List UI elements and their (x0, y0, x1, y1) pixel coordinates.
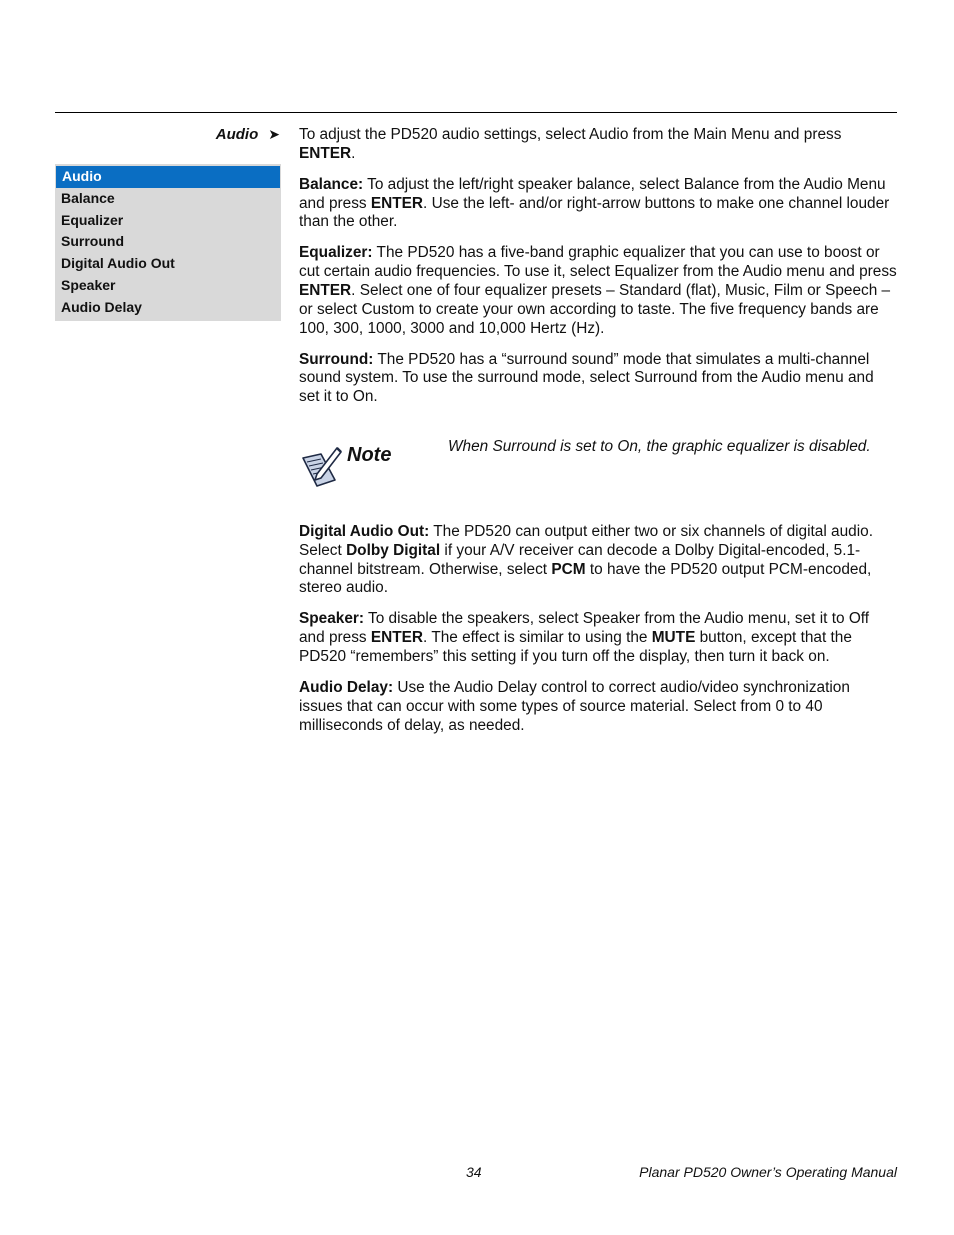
audio-delay-text: Use the Audio Delay control to correct audio/video synchronization issues that can occur with some types of source material. Select from 0 to 40 milliseconds of delay, as needed. (299, 678, 850, 734)
section-heading-label: Audio (215, 126, 259, 143)
menu-item-digital-audio-out[interactable]: Digital Audio Out (61, 255, 175, 272)
enter-key-label: ENTER (370, 629, 424, 647)
page-number: 34 (466, 1164, 482, 1180)
digital-audio-out-text: The PD520 can output either two or six channels of digital audio. Select (299, 523, 873, 559)
manual-title: Planar PD520 Owner’s Operating Manual (639, 1164, 897, 1180)
menu-item-audio[interactable]: Audio (56, 166, 280, 188)
pcm-label: PCM (551, 560, 586, 578)
digital-audio-out-text-end: to have the PD520 output PCM-encoded, stereo audio. (299, 560, 872, 597)
balance-text: To adjust the left/right speaker balance, select Balance from the Audio Menu and press (299, 175, 886, 212)
speaker-term: Speaker: (299, 610, 365, 628)
equalizer-paragraph (299, 244, 897, 338)
main-content-continued (299, 523, 897, 748)
note-pencil-icon (299, 444, 343, 490)
intro-text-end: . (351, 144, 356, 162)
note-text: When Surround is set to On, the graphic equalizer is disabled. (448, 438, 871, 455)
balance-term: Balance: (299, 175, 364, 193)
menu-item-equalizer[interactable]: Equalizer (61, 211, 124, 228)
equalizer-text: The PD520 has a five-band graphic equalizer that you can use to boost or cut certain audio frequencies. To use it, select Equalizer from the Audio menu and press (299, 244, 897, 281)
intro-paragraph (299, 126, 897, 164)
digital-audio-out-paragraph (299, 523, 897, 598)
enter-key-label: ENTER (299, 281, 352, 299)
mute-key-label: MUTE (651, 629, 696, 647)
menu-item-balance[interactable]: Balance (61, 189, 115, 206)
surround-text: The PD520 has a “surround sound” mode that simulates a multi-channel sound system. To use the surround mode, select Surround from the Audio menu and set it to On. (299, 350, 874, 406)
surround-paragraph (299, 351, 897, 407)
main-content (299, 126, 897, 419)
enter-key-label: ENTER (370, 194, 424, 212)
equalizer-text-end: . Select one of four equalizer presets – Standard (flat), Music, Film or Speech – or select Custom to create your own according to taste. The five frequency bands are 100, 300, 1000, 3000 and 10,000 Hertz (Hz). (299, 281, 891, 337)
digital-audio-out-term: Digital Audio Out: (299, 523, 430, 540)
balance-text-end: . Use the left- and/or right-arrow buttons to make one channel louder than the other. (299, 194, 890, 231)
note-box (299, 438, 897, 498)
audio-delay-paragraph (299, 679, 897, 735)
audio-delay-term: Audio Delay: (299, 678, 394, 696)
speaker-text-mid: . The effect is similar to using the (423, 629, 652, 647)
header-rule (55, 112, 897, 113)
arrow-right-icon: ➤ (268, 126, 280, 142)
audio-menu (55, 164, 281, 321)
speaker-text: To disable the speakers, select Speaker from the Audio menu, set it to Off and press (299, 610, 870, 647)
balance-paragraph (299, 176, 897, 232)
menu-item-speaker[interactable]: Speaker (61, 276, 116, 293)
equalizer-term: Equalizer: (299, 244, 373, 262)
menu-item-audio-delay[interactable]: Audio Delay (61, 298, 142, 315)
intro-text: To adjust the PD520 audio settings, select Audio from the Main Menu and press (299, 126, 842, 143)
speaker-paragraph (299, 610, 897, 666)
menu-item-surround[interactable]: Surround (61, 233, 124, 250)
speaker-text-end: button, except that the PD520 “remembers” this setting if you turn off the display, then turn it back on. (299, 629, 852, 665)
note-label: Note (347, 444, 392, 466)
dolby-digital-label: Dolby Digital (346, 541, 441, 559)
digital-audio-out-text-mid: if your A/V receiver can decode a Dolby Digital-encoded, 5.1-channel bitstream. Otherwise, select (299, 541, 861, 578)
enter-key-label: ENTER (299, 144, 352, 162)
surround-term: Surround: (299, 350, 374, 368)
section-heading (150, 126, 280, 143)
